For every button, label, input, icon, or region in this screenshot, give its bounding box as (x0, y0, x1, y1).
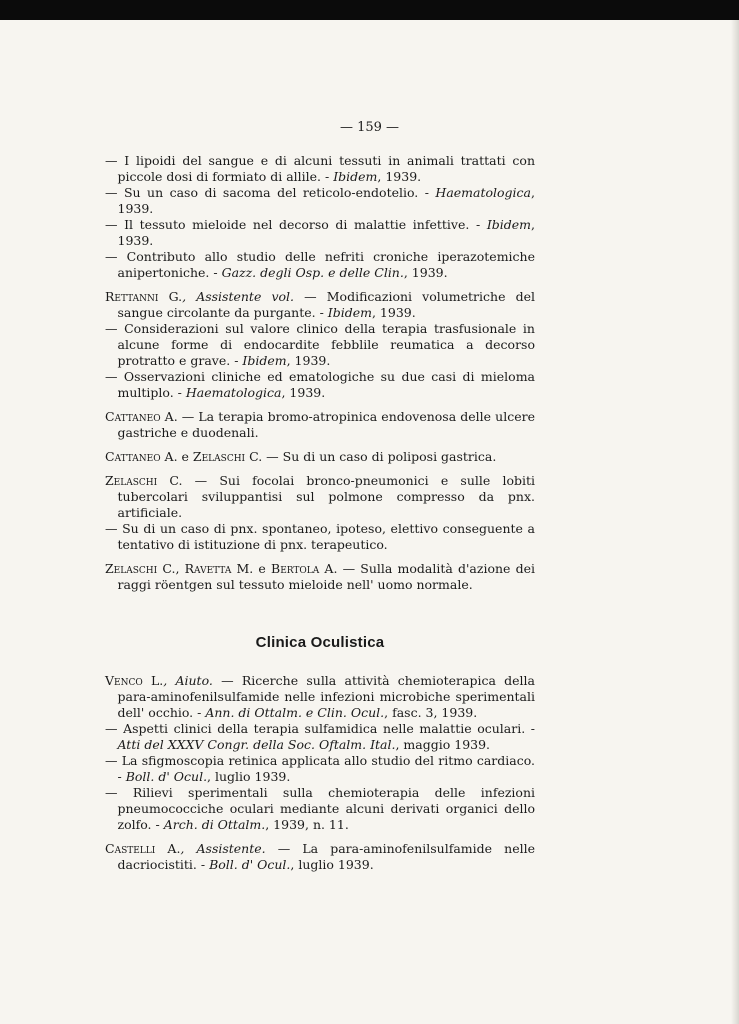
bibliography-entry: — Su di un caso di pnx. spontaneo, ipoteso, elettivo conseguente a tentativo di istituzione di pnx. terapeutico. (105, 521, 535, 552)
bibliography-entry: Cattaneo A. e Zelaschi C. — Su di un caso di poliposi gastrica. (105, 449, 497, 464)
bibliography-entry: Cattaneo A. — La terapia bromo-atropinica endovenosa delle ulcere gastriche e duodenali. (105, 409, 535, 440)
bibliography-entry: — Rilievi sperimentali sulla chemioterapia delle infezioni pneumococciche oculari mediante alcuni derivati organici dello zolfo. - Arch. di Ottalm., 1939, n. 11. (105, 785, 535, 832)
author-name: Rettanni G. (105, 289, 183, 304)
bibliography-entry: — Su un caso di sacoma del reticolo-endotelio. - Haematologica, 1939. (105, 185, 535, 216)
author-name: Ravetta M. (184, 561, 254, 576)
bibliography-entry: — Osservazioni cliniche ed ematologiche su due casi di mieloma multiplo. - Haematologica, 1939. (105, 369, 535, 400)
bibliography-entry: Zelaschi C. — Sui focolai bronco-pneumonici e sulle lobiti tubercolari sviluppantisi sul polmone compresso da pnx. artificiale. (105, 473, 535, 520)
page-number: — 159 — (339, 120, 400, 135)
bibliography-entry: Venco L., Aiuto. — Ricerche sulla attività chemioterapica della para-aminofenilsulfamide nelle infezioni microbiche sperimentali dell' occhio. - Ann. di Ottalm. e Clin. Ocul., fasc. 3, 1939. (105, 673, 536, 720)
bibliography-entry: — Considerazioni sul valore clinico della terapia trasfusionale in alcune forme di endocardite febblile reumatica a decorso protratto e grave. - Ibidem, 1939. (105, 321, 535, 368)
author-name: Zelaschi C. (105, 473, 183, 488)
bibliography-entry: — I lipoidi del sangue e di alcuni tessuti in animali trattati con piccole dosi di formiato di allile. - Ibidem, 1939. (105, 153, 535, 184)
bibliography-entry: — La sfigmoscopia retinica applicata allo studio del ritmo cardiaco. - Boll. d' Ocul., luglio 1939. (105, 753, 535, 784)
author-name: Cattaneo A. (105, 449, 178, 464)
bibliography-entry: — Contributo allo studio delle nefriti croniche iperazotemiche anipertoniche. - Gazz. degli Osp. e delle Clin., 1939. (105, 249, 535, 280)
author-name: Venco L. (105, 673, 164, 688)
bibliography-entry: — Il tessuto mieloide nel decorso di malattie infettive. - Ibidem, 1939. (105, 217, 535, 248)
author-name: Zelaschi C. (192, 449, 263, 464)
author-name: Castelli A. (105, 841, 181, 856)
bibliography-content (105, 153, 535, 873)
bibliography-entry: Zelaschi C., Ravetta M. e Bertola A. — Sulla modalità d'azione dei raggi röentgen sul tessuto mieloide nell' uomo normale. (105, 561, 535, 592)
section-heading: Clinica Oculistica (255, 634, 385, 651)
author-name: Bertola A. (271, 561, 338, 576)
scan-top-border (0, 0, 739, 20)
bibliography-entry: Rettanni G., Assistente vol. — Modificazioni volumetriche del sangue circolante da purgante. - Ibidem, 1939. (105, 289, 535, 320)
bibliography-entry: Castelli A., Assistente. — La para-aminofenilsulfamide nelle dacriocistiti. - Boll. d' Ocul., luglio 1939. (105, 841, 535, 872)
scan-right-edge (731, 20, 739, 1024)
bibliography-entry: — Aspetti clinici della terapia sulfamidica nelle malattie oculari. - Atti del XXXV Congr. della Soc. Oftalm. Ital., maggio 1939. (105, 721, 535, 752)
author-name: Zelaschi C. (105, 561, 176, 576)
author-name: Cattaneo A. (105, 409, 178, 424)
